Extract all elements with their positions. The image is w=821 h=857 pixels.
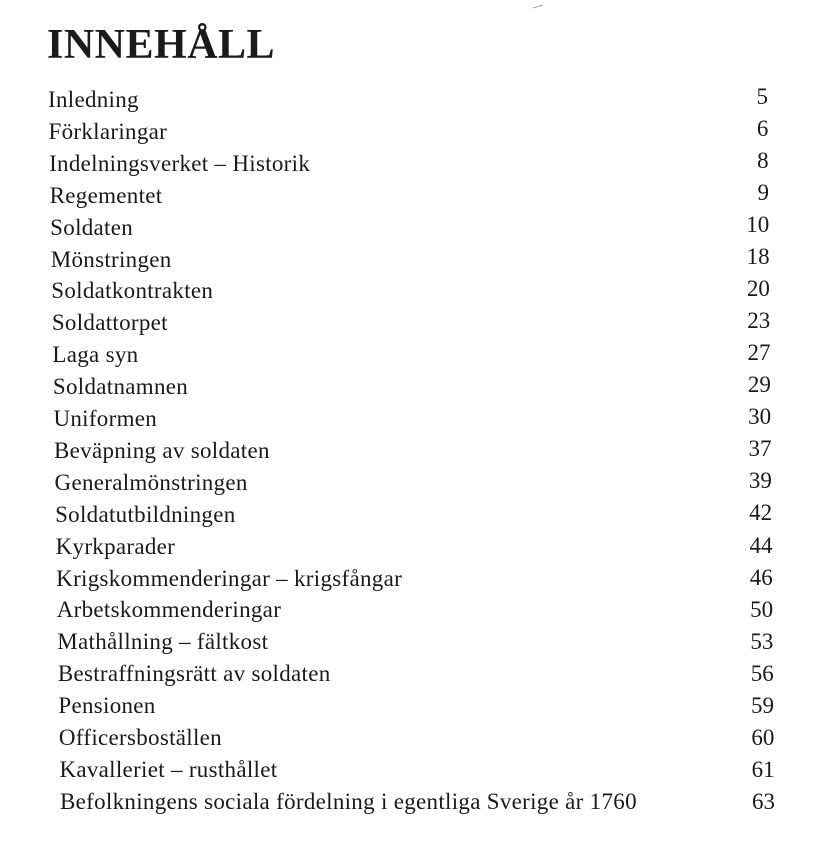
toc-entry-page-number: 18 — [746, 244, 770, 270]
toc-entry-page-number: 5 — [756, 84, 768, 109]
toc-entry-page-number: 6 — [756, 116, 769, 142]
toc-entry — [0, 246, 821, 274]
toc-entry — [0, 565, 821, 593]
toc-entry — [0, 309, 821, 337]
toc-entry-title: Mönstringen — [50, 246, 172, 272]
toc-entry — [0, 341, 821, 369]
toc-entry-title: Förklaringar — [48, 118, 168, 144]
toc-entry — [0, 373, 821, 401]
toc-entry-page-number: 20 — [746, 276, 770, 302]
toc-entry-page-number: 9 — [757, 180, 769, 206]
toc-entry-title: Soldattorpet — [51, 310, 168, 336]
toc-entry-title: Beväpning av soldaten — [54, 437, 270, 463]
toc-entry-title: Kavalleriet – rusthållet — [59, 756, 278, 782]
toc-entry-title: Soldatutbildningen — [55, 501, 236, 527]
toc-entry — [0, 86, 821, 114]
toc-entry — [0, 724, 821, 752]
toc-entry — [0, 214, 821, 242]
toc-entry-page-number: 23 — [747, 308, 771, 334]
toc-entry-title: Befolkningens sociala fördelning i egentliga Sverige år 1760 — [60, 788, 637, 814]
toc-entry — [0, 628, 821, 656]
toc-entry-page-number: 39 — [748, 468, 772, 494]
toc-entry-title: Officersboställen — [58, 725, 222, 750]
toc-entry-page-number: 53 — [750, 628, 774, 654]
toc-entry-page-number: 61 — [751, 756, 775, 782]
toc-entry-page-number: 30 — [748, 404, 772, 430]
toc-entry — [0, 533, 821, 561]
toc-entry-title: Soldatkontrakten — [51, 278, 214, 304]
toc-entry-title: Bestraffningsrätt av soldaten — [57, 661, 331, 687]
toc-entry — [0, 182, 821, 210]
toc-entry-page-number: 8 — [757, 148, 769, 174]
toc-entry-title: Regementet — [49, 182, 163, 208]
toc-entry-page-number: 59 — [751, 692, 775, 718]
toc-entry-page-number: 63 — [752, 788, 775, 814]
toc-entry — [0, 788, 821, 816]
toc-entry-title: Pensionen — [58, 693, 156, 719]
toc-entry-title: Krigskommenderingar – krigsfångar — [56, 565, 403, 591]
toc-entry — [0, 118, 821, 146]
toc-entry-title: Kyrkparader — [55, 533, 176, 559]
toc-entry-title: Mathållning – fältkost — [57, 629, 269, 655]
toc-entry-page-number: 10 — [746, 212, 770, 238]
toc-entry — [0, 150, 821, 178]
toc-entry-page-number: 27 — [747, 340, 771, 366]
toc-entry — [0, 596, 821, 624]
toc-entry — [0, 501, 821, 529]
toc-entry — [0, 277, 821, 305]
toc-entry-title: Indelningsverket – Historik — [49, 150, 311, 176]
toc-entry-title: Uniformen — [53, 406, 158, 431]
toc-entry-page-number: 37 — [748, 436, 772, 462]
toc-entry-page-number: 42 — [749, 500, 773, 526]
toc-entry-page-number: 60 — [751, 724, 775, 750]
page-title: INNEHÅLL — [47, 22, 276, 68]
toc-entry-title: Inledning — [48, 87, 139, 112]
toc-entry-title: Laga syn — [52, 342, 139, 368]
toc-entry-title: Arbetskommenderingar — [56, 597, 282, 623]
toc-entry — [0, 405, 821, 433]
toc-entry — [0, 756, 821, 784]
toc-entry-page-number: 44 — [749, 532, 773, 558]
toc-entry-page-number: 50 — [750, 596, 774, 622]
toc-entry — [0, 692, 821, 720]
toc-entry — [0, 437, 821, 465]
toc-entry — [0, 660, 821, 688]
toc-entry-title: Soldaten — [50, 214, 134, 240]
toc-entry-page-number: 56 — [750, 660, 774, 686]
toc-entry-title: Generalmönstringen — [54, 469, 248, 495]
toc-entry — [0, 469, 821, 497]
toc-entry-title: Soldatnamnen — [52, 374, 189, 400]
toc-entry-page-number: 46 — [749, 564, 773, 590]
toc-entry-page-number: 29 — [747, 372, 771, 398]
